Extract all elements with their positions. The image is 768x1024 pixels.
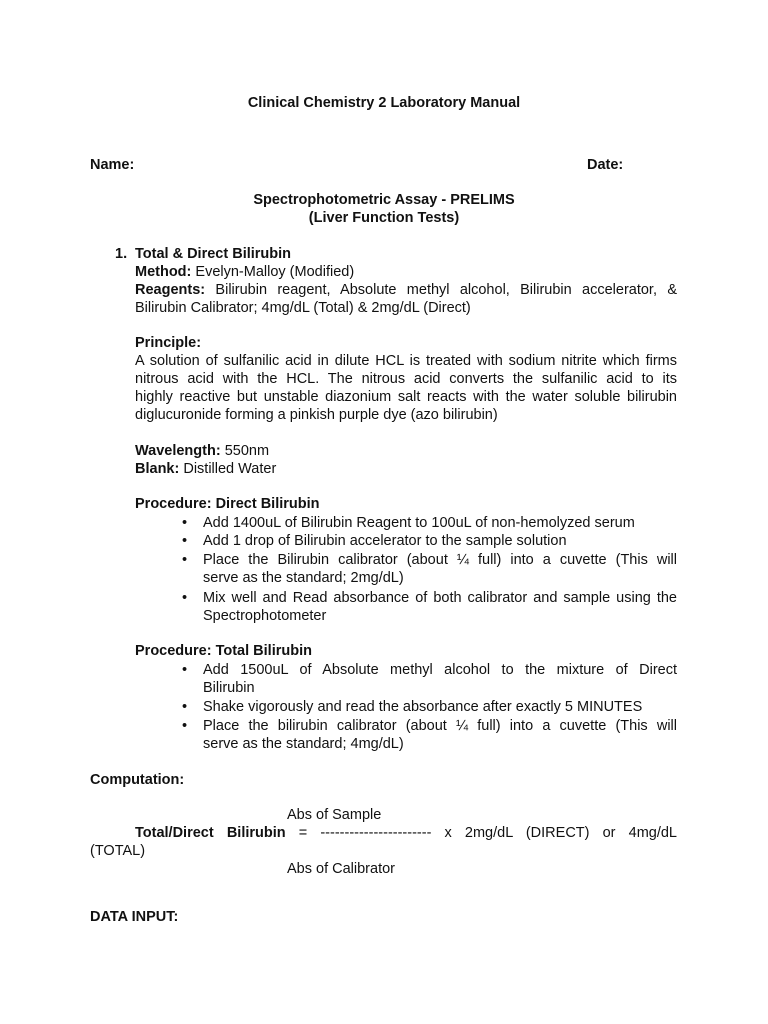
step-text: Place the bilirubin calibrator (about ¼ full) into a cuvette (This will	[203, 718, 677, 734]
bullet-icon: •	[182, 552, 188, 568]
section-heading: Total & Direct Bilirubin	[135, 246, 292, 262]
method-line	[135, 263, 354, 281]
principle-line: A solution of sulfanilic acid in dilute HCL is treated with sodium nitrite which firms	[135, 353, 677, 369]
reagents-value: Bilirubin reagent, Absolute methyl alcohol, Bilirubin accelerator, &	[205, 282, 677, 298]
principle-line: nitrous acid with the HCL. The nitrous acid converts the sulfanilic acid to its	[135, 371, 677, 387]
bullet-icon: •	[182, 590, 188, 606]
bullet-icon: •	[182, 662, 188, 678]
assay-title: Spectrophotometric Assay - PRELIMS	[253, 192, 515, 208]
formula-denominator: Abs of Calibrator	[287, 861, 395, 877]
document-title: Clinical Chemistry 2 Laboratory Manual	[247, 95, 521, 111]
bullet-icon: •	[182, 515, 188, 531]
formula-expression: = ----------------------- x 2mg/dL (DIRECT) or 4mg/dL	[285, 825, 677, 841]
blank-label: Blank:	[135, 461, 180, 477]
method-label: Method:	[135, 264, 192, 280]
reagents-line-1	[135, 281, 677, 299]
reagents-block	[135, 281, 677, 317]
blank-line	[135, 460, 276, 478]
formula-subject: Total/Direct Bilirubin	[135, 825, 286, 841]
step-text-continued: serve as the standard; 2mg/dL)	[203, 570, 404, 586]
formula-numerator: Abs of Sample	[287, 807, 382, 823]
assay-subtitle: (Liver Function Tests)	[308, 210, 460, 226]
direct-procedure-heading: Procedure: Direct Bilirubin	[135, 496, 320, 512]
step-text: Add 1500uL of Absolute methyl alcohol to the mixture of Direct	[203, 662, 677, 678]
formula-line	[135, 824, 677, 842]
wavelength-line	[135, 442, 269, 460]
step-text: Add 1400uL of Bilirubin Reagent to 100uL of non-hemolyzed serum	[203, 515, 635, 531]
method-value: Evelyn-Malloy (Modified)	[191, 264, 355, 280]
data-input-label: DATA INPUT:	[90, 909, 179, 925]
bullet-icon: •	[182, 533, 188, 549]
formula-wrap: (TOTAL)	[90, 843, 146, 859]
step-text-continued: Bilirubin	[203, 680, 255, 696]
blank-value: Distilled Water	[179, 461, 277, 477]
step-text: Mix well and Read absorbance of both calibrator and sample using the	[203, 590, 677, 606]
name-label: Name:	[90, 157, 135, 173]
principle-line: diglucuronide forming a pinkish purple dye (azo bilirubin)	[135, 407, 498, 423]
step-text: Place the Bilirubin calibrator (about ¼ full) into a cuvette (This will	[203, 552, 677, 568]
computation-label: Computation:	[90, 772, 185, 788]
wavelength-value: 550nm	[220, 443, 270, 459]
wavelength-label: Wavelength:	[135, 443, 221, 459]
principle-text	[135, 352, 677, 424]
principle-label: Principle:	[135, 335, 202, 351]
section-number: 1.	[115, 246, 128, 262]
bullet-icon: •	[182, 718, 188, 734]
reagents-label: Reagents:	[135, 282, 206, 298]
step-text: Shake vigorously and read the absorbance after exactly 5 MINUTES	[203, 699, 643, 715]
date-label: Date:	[587, 157, 624, 173]
total-procedure-heading: Procedure: Total Bilirubin	[135, 643, 312, 659]
principle-line: highly reactive but unstable diazonium salt reacts with the water soluble bilirubin	[135, 389, 677, 405]
step-text-continued: Spectrophotometer	[203, 608, 327, 624]
bullet-icon: •	[182, 699, 188, 715]
step-text: Add 1 drop of Bilirubin accelerator to the sample solution	[203, 533, 567, 549]
step-text-continued: serve as the standard; 4mg/dL)	[203, 736, 404, 752]
reagents-line-2: Bilirubin Calibrator; 4mg/dL (Total) & 2mg/dL (Direct)	[135, 300, 471, 316]
